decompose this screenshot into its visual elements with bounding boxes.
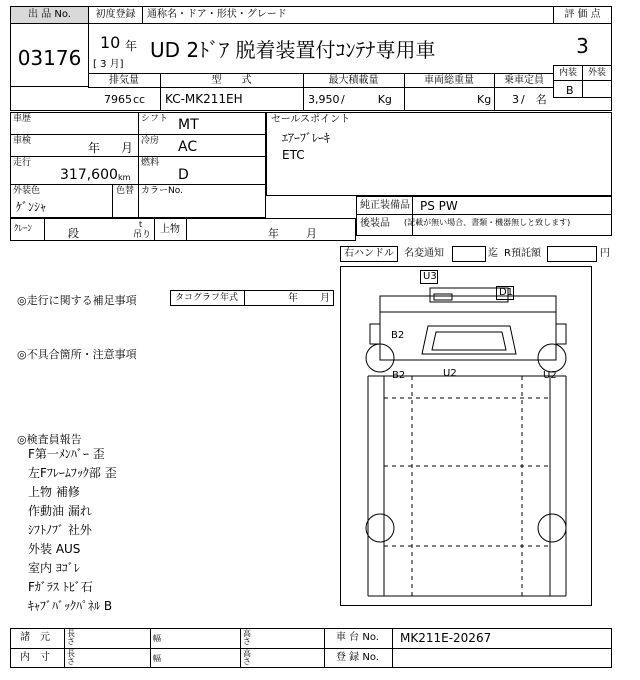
footer-div-3 (240, 628, 241, 668)
footer-mid-line (10, 648, 612, 649)
interior-dims-label: 内 寸 (20, 652, 50, 663)
equipment-div (412, 196, 413, 236)
windshield-inner (432, 332, 506, 350)
shift-value: MT (178, 117, 199, 133)
chassis-value: MK211E-20267 (400, 631, 492, 645)
upper-year-unit: 年 (268, 227, 279, 240)
ext-color-value: ｹﾞﾝｼｬ (16, 200, 47, 214)
wheel-rear-right (538, 514, 566, 542)
gross-weight-label: 車両総重量 (424, 75, 474, 86)
vehicle-name: UD 2ﾄﾞｱ 脱着装置付ｺﾝﾃﾅ専用車 (150, 38, 436, 62)
name-change-box (452, 246, 486, 262)
footer-div-1 (64, 628, 65, 668)
sales-point-1: ｴｱｰﾌﾞﾚｰｷ (282, 131, 331, 145)
crane-div-2 (154, 218, 155, 241)
color-code-label: カラーNo. (141, 186, 183, 196)
yen-unit: 円 (600, 248, 610, 259)
name-label: 通称名・ドア・形状・グレード (147, 9, 287, 20)
upper-label: 上物 (160, 224, 180, 235)
height-label: 高さ (243, 649, 251, 666)
tachograph-year-unit: 年 (288, 293, 298, 304)
details-line-3 (10, 184, 266, 185)
crane-div-3 (186, 218, 187, 241)
tax-label: 迄 (488, 248, 498, 259)
r-deposit-label: R預託額 (504, 248, 541, 259)
crane-ton-unit: t (139, 220, 143, 229)
width-label: 幅 (153, 634, 161, 643)
inspector-item: 上物 補修 (28, 485, 80, 499)
genuine-label: 純正装備品 (360, 200, 410, 211)
length-label: 長さ (67, 649, 75, 666)
inspection-year-unit: 年 (88, 141, 101, 155)
damage-mark: B2 (392, 370, 406, 381)
ext-color-label: 外装色 (13, 186, 41, 196)
sales-point-2: ETC (282, 148, 305, 162)
max-load-label: 最大積載量 (328, 75, 379, 86)
sales-points-label: セールスポイント (271, 114, 351, 125)
fuel-label: 燃料 (141, 158, 160, 168)
color-no-label: 色替 (116, 186, 135, 196)
history-label: 車歴 (13, 114, 32, 124)
roof-light (434, 294, 452, 300)
crane-div-1 (44, 218, 45, 241)
model-value: KC-MK211EH (165, 92, 243, 106)
capacity-unit: / 名 (521, 93, 547, 106)
shift-label: シフト (141, 114, 169, 124)
chassis-label: 車 台 No. (336, 632, 379, 643)
displacement-value: 7965 (104, 93, 132, 106)
details-line-1 (10, 134, 266, 135)
reg-month: [ 3 月] (93, 59, 124, 70)
mileage-unit: km (118, 173, 131, 182)
inspector-item: 外装 AUS (28, 542, 81, 556)
lot-label: 出 品 No. (28, 9, 71, 20)
damage-mark: U2 (543, 370, 557, 381)
steering-value: 右ハンドル (344, 248, 394, 259)
spec-top-line (88, 73, 554, 74)
fuel-value: D (178, 167, 189, 183)
damage-mark: B2 (391, 330, 405, 341)
wheel-rear-left (366, 514, 394, 542)
name-change-label: 名変通知 (404, 248, 444, 259)
interior-grade-label: 内装 (558, 68, 577, 78)
details-line-2 (10, 156, 266, 157)
inspector-item: ｼﾌﾄﾉﾌﾞ 社外 (28, 523, 92, 537)
rating-label: 評 価 点 (564, 9, 601, 20)
footer-div-2 (150, 628, 151, 668)
left-mirror (370, 324, 380, 344)
inspector-item: 作動油 漏れ (28, 504, 92, 518)
upper-month-unit: 月 (306, 227, 317, 240)
tachograph-label: タコグラフ年式 (175, 293, 239, 303)
inspection-label: 車検 (13, 136, 32, 146)
bed-outline (384, 376, 550, 596)
inspection-month-unit: 月 (121, 141, 134, 155)
footer-div-4 (324, 628, 325, 668)
driving-notes-label: ◎走行に関する補足事項 (17, 294, 137, 307)
truck-diagram (340, 266, 592, 606)
displacement-label: 排気量 (109, 75, 139, 86)
crane-label: ｸﾚｰﾝ (14, 224, 33, 234)
footer-div-5 (392, 628, 393, 668)
crane-hoist-unit: 吊り (133, 230, 152, 240)
reg-no-label: 登 録 No. (336, 652, 379, 663)
ac-value: AC (178, 139, 198, 155)
tachograph-div (244, 290, 245, 306)
reg-year-unit: 年 (125, 39, 138, 53)
height-label: 高さ (243, 629, 251, 646)
first-reg-label: 初度登録 (95, 9, 136, 20)
capacity-label: 乗車定員 (504, 75, 544, 86)
tachograph-month-unit: 月 (320, 293, 330, 304)
ac-label: 冷房 (141, 136, 160, 146)
rating-value: 3 (576, 34, 589, 58)
inspector-item: F第一ﾒﾝﾊﾞｰ 歪 (28, 447, 105, 461)
mileage-label: 走行 (13, 158, 32, 168)
damage-mark: U2 (443, 368, 457, 379)
lot-number: 03176 (17, 46, 82, 70)
r-deposit-box (547, 246, 597, 262)
exterior-grade-label: 外装 (587, 68, 606, 78)
inspector-item: 左Fﾌﾚｰﾑﾌｯｸ部 歪 (28, 466, 117, 480)
inspector-item: Fｶﾞﾗｽ ﾄﾋﾞ石 (28, 580, 93, 594)
inspector-label: ◎検査員報告 (17, 433, 82, 446)
aftermarket-note: (記載が無い場合、書類・機器無しと致します) (404, 218, 571, 227)
gross-weight-unit: Kg (477, 93, 492, 106)
capacity-value: 3 (512, 93, 519, 106)
damage-mark: U3 (423, 271, 437, 282)
equipment-mid-line (356, 214, 612, 215)
inspector-item: 室内 ﾖｺﾞﾚ (28, 561, 80, 575)
spec-mid-line (88, 87, 554, 88)
genuine-value: PS PW (420, 199, 458, 213)
model-label: 型 式 (211, 75, 252, 86)
right-mirror (556, 324, 566, 344)
crane-frame (10, 218, 356, 241)
dims-label: 諸 元 (20, 632, 50, 643)
length-label: 長さ (67, 629, 75, 646)
reg-year: 10 (100, 33, 121, 52)
width-label: 幅 (153, 654, 161, 663)
inspector-item: ｷｬﾌﾞﾊﾞｯｸﾊﾟﾈﾙ B (28, 599, 113, 613)
max-load-value: 3,950 (308, 93, 340, 106)
aftermarket-label: 後装品 (360, 218, 390, 229)
mileage-value: 317,600 (60, 167, 118, 183)
interior-grade: B (566, 84, 574, 97)
damage-mark: D1 (499, 287, 514, 298)
details-div-2 (112, 184, 113, 218)
max-load-unit: / Kg (341, 93, 392, 106)
exterior-grade-cell (582, 80, 612, 98)
crane-stage-unit: 段 (68, 227, 79, 240)
displacement-unit: cc (133, 93, 146, 106)
details-div (138, 112, 139, 218)
defects-label: ◎不具合箇所・注意事項 (17, 348, 137, 361)
wheel-front-right (538, 344, 566, 372)
